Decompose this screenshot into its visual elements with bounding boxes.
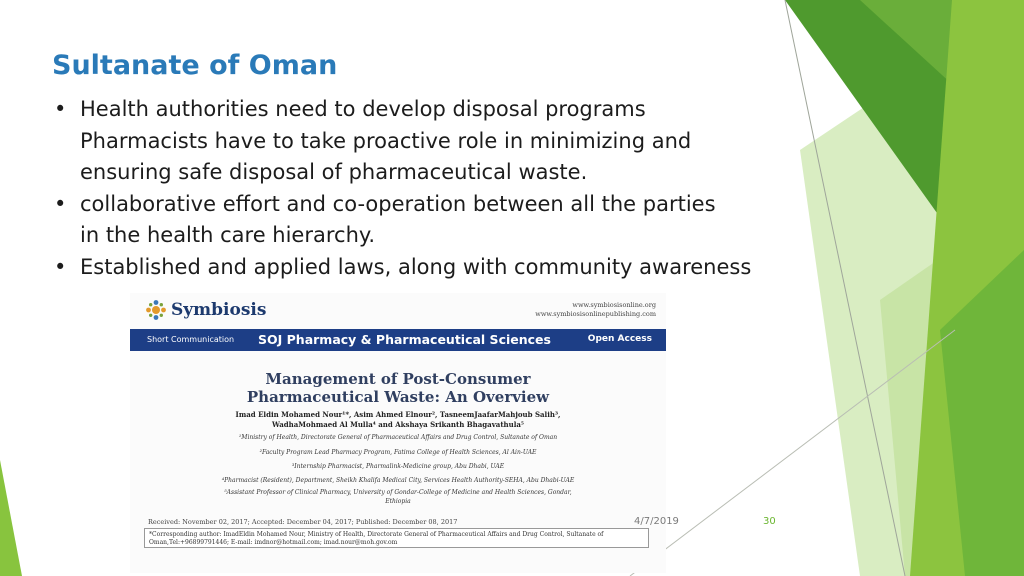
publisher-url: www.symbiosisonline.org <box>572 301 656 309</box>
open-access-label: Open Access <box>587 334 652 344</box>
bullet-item <box>54 189 824 252</box>
symbiosis-logo <box>145 297 266 323</box>
journal-name: SOJ Pharmacy & Pharmaceutical Sciences <box>258 332 551 347</box>
paper-title-line: Management of Post-Consumer <box>265 370 531 388</box>
bullet-dot: • <box>54 191 67 216</box>
paper-affiliation: Ethiopia <box>385 498 411 505</box>
bullet-line: ensuring safe disposal of pharmaceutical waste. <box>80 160 588 184</box>
bullet-dot: • <box>54 254 67 279</box>
publisher-urls <box>535 301 656 319</box>
bullet-line: in the health care hierarchy. <box>80 223 375 247</box>
bullet-line: collaborative effort and co-operation between all the parties <box>80 191 716 216</box>
slide-date: 4/7/2019 <box>634 516 679 527</box>
symbiosis-logo-icon <box>145 299 167 321</box>
slide-title: Sultanate of Oman <box>52 50 338 81</box>
bullet-dot: • <box>54 97 67 121</box>
paper-affiliation: ¹Ministry of Health, Directorate General of Pharmaceutical Affairs and Drug Control, Sultanate of Oman <box>238 434 558 441</box>
slide-number: 30 <box>763 516 776 527</box>
article-type: Short Communication <box>147 335 235 344</box>
bullet-item <box>54 94 824 189</box>
bullet-line: Pharmacists have to take proactive role in minimizing and <box>80 128 692 153</box>
paper-affiliation: ³Internship Pharmacist, Pharmalink-Medicine group, Abu Dhabi, UAE <box>291 463 505 470</box>
paper-affiliation: ²Faculty Program Lead Pharmacy Program, Fatima College of Health Sciences, Al Ain-UAE <box>259 449 537 456</box>
decor-green-left-bottom <box>0 460 22 576</box>
paper-authors-line: Imad Eldin Mohamed Nour¹*, Asim Ahmed Elnour², TasneemJaafarMahjoub Salih³, <box>235 410 561 419</box>
symbiosis-brand: Symbiosis <box>171 300 267 320</box>
bullet-line: Established and applied laws, along with community awareness <box>80 254 752 279</box>
bullet-list <box>54 94 824 283</box>
corresponding-line: Oman,Tel:+96899791446; E-mail: imdnor@hotmail.com; imad.nour@moh.gov.om <box>149 539 398 546</box>
paper-title-line: Pharmaceutical Waste: An Overview <box>246 388 550 406</box>
paper-affiliation: ⁴Pharmacist (Resident), Department, Sheikh Khalifa Medical City, Services Health Authority-SEHA, Abu Dhabi-UAE <box>221 477 575 484</box>
paper-affiliation: ⁵Assistant Professor of Clinical Pharmacy, University of Gondar-College of Medicine and Health Sciences, Gondar, <box>224 489 572 496</box>
corresponding-line: *Corresponding author: ImadEldin Mohamed Nour, Ministry of Health, Directorate General of Pharmaceutical Affairs and Drug Control, Sultanate of <box>149 531 604 538</box>
bullet-line: Health authorities need to develop disposal programs <box>80 97 646 121</box>
corresponding-author-box <box>144 528 649 548</box>
paper-authors-line: WadhaMohmaed Al Mulla⁴ and Akshaya Srikanth Bhagavathula⁵ <box>272 420 524 429</box>
paper-received-dates: Received: November 02, 2017; Accepted: December 04, 2017; Published: December 08, 2017 <box>148 518 458 526</box>
bullet-item <box>54 252 824 284</box>
paper-screenshot <box>130 293 666 573</box>
publisher-url: www.symbiosisonlinepublishing.com <box>535 310 656 318</box>
journal-band <box>130 329 666 351</box>
